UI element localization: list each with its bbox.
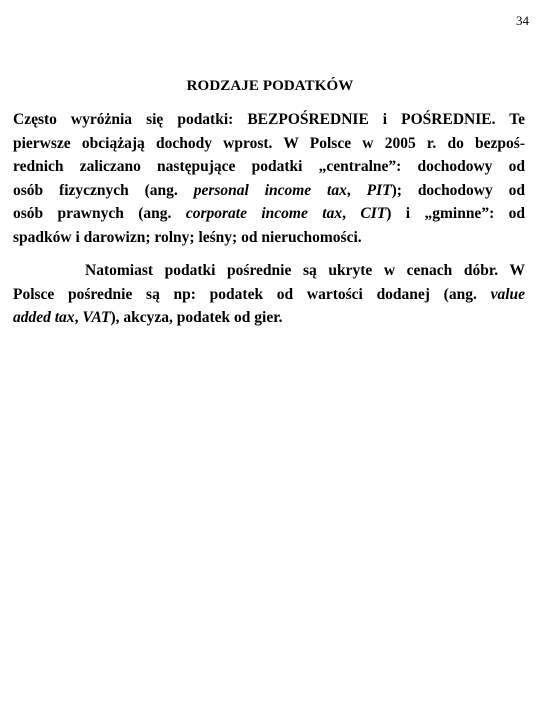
text-line: added tax, VAT), akcyza, podatek od gier. xyxy=(13,309,283,326)
abbreviation: PIT xyxy=(366,181,392,199)
text-line: Natomiast podatki pośrednie są ukryte w cenach dóbr. W xyxy=(85,262,525,279)
text-line: pierwsze obciążają dochody wprost. W Polsce w 2005 r. do bezpoś- xyxy=(13,134,525,152)
text-line: rednich zaliczano następujące podatki „centralne”: dochodowy od xyxy=(13,158,525,175)
english-term: value xyxy=(490,285,525,303)
abbreviation: VAT xyxy=(82,309,111,326)
paragraph-indirect-taxes xyxy=(13,259,525,330)
text-line: Często wyróżnia się podatki: BEZPOŚREDNIE i POŚREDNIE. Te xyxy=(13,111,525,128)
english-term: corporate income tax xyxy=(185,205,343,222)
text-line: spadków i darowizn; rolny; leśny; od nieruchomości. xyxy=(13,228,362,246)
english-term: added tax xyxy=(13,309,75,326)
page-number: 34 xyxy=(516,13,529,28)
text-line: osób fizycznych (ang. personal income tax, PIT); dochodowy od xyxy=(13,181,525,199)
text-line: osób prawnych (ang. corporate income tax, CIT) i „gminne”: od xyxy=(13,205,525,222)
english-term: personal income tax xyxy=(193,181,347,199)
text-line: Polsce pośrednie są np: podatek od wartości dodanej (ang. value xyxy=(13,285,525,303)
paragraph-direct-taxes xyxy=(13,108,525,249)
abbreviation: CIT xyxy=(360,205,387,222)
section-heading: RODZAJE PODATKÓW xyxy=(186,78,354,94)
